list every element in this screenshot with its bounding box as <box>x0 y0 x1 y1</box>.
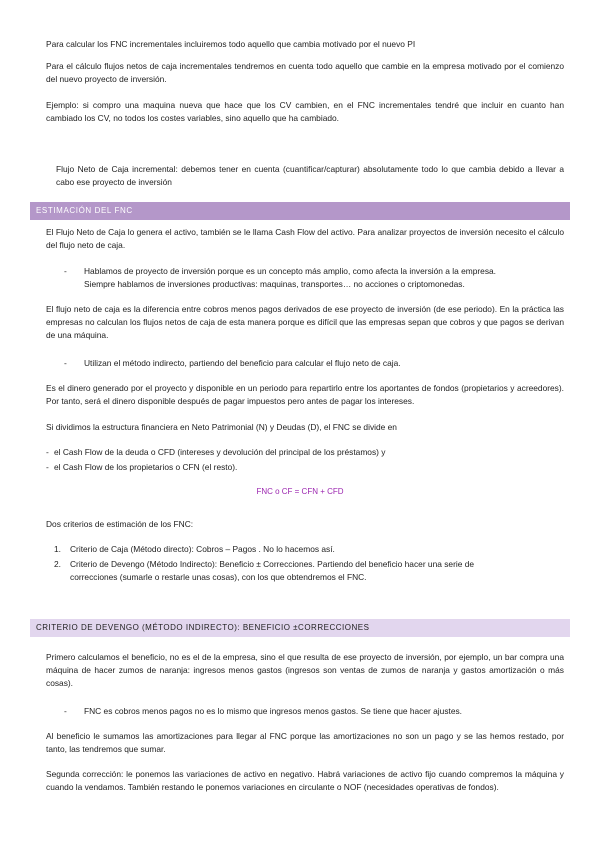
intro-paragraph-4: Flujo Neto de Caja incremental: debemos tener en cuenta (cuantificar/capturar) absolutamente todo lo que cambia debido a llevar a cabo ese proyecto de inversión <box>56 164 564 187</box>
numbered-item-2-line-2: correcciones (sumarle o restarle unas cosas), con los que obtendremos el FNC. <box>70 572 367 582</box>
section2-bullet-1: FNC es cobros menos pagos no es lo mismo que ingresos menos gastos. Se tiene que hacer ajustes. <box>84 706 463 716</box>
numbered-item-2 <box>54 558 564 571</box>
bullet-marker: - <box>64 266 67 276</box>
dash-item-cfd <box>46 446 564 459</box>
formula-fnc: FNC o CF = CFN + CFD <box>256 487 344 496</box>
section-heading-criterio-devengo: CRITERIO DE DEVENGO (MÉTODO INDIRECTO): BENEFICIO ±CORRECCIONES <box>30 619 570 637</box>
section1-paragraph-3: Es el dinero generado por el proyecto y disponible en un periodo para repartirlo entre los aportantes de fondos (propietarios y acreedores). Por tanto, será el dinero disponible después de pagar impuestos pero antes de pagar los intereses. <box>46 383 564 406</box>
numbered-item-1-text: Criterio de Caja (Método directo): Cobros – Pagos . No lo hacemos así. <box>70 544 335 554</box>
bullet-marker: - <box>64 706 67 716</box>
dash-marker: - <box>46 462 49 472</box>
bullet-marker: - <box>64 358 67 368</box>
section1-paragraph-5: Dos criterios de estimación de los FNC: <box>46 519 194 529</box>
item-number: 1. <box>54 544 61 554</box>
section1-bullet-1-line-2: Siempre hablamos de inversiones productivas: maquinas, transportes… no acciones o criptomonedas. <box>84 279 465 289</box>
section2-paragraph-1: Primero calculamos el beneficio, no es el de la empresa, sino el que resulta de ese proyecto de inversión, por ejemplo, un bar compra una máquina de hacer zumos de naranja: ingresos menos gastos (ingresos son ventas de zumos de naranja y gastos amortización o más cosas). <box>46 652 564 688</box>
dash-item-cfn <box>46 461 564 474</box>
dash-item-cfn-text: el Cash Flow de los propietarios o CFN (el resto). <box>54 462 238 472</box>
dash-marker: - <box>46 447 49 457</box>
section2-paragraph-2: Al beneficio le sumamos las amortizaciones para llegar al FNC porque las amortizaciones no son un pago y se las hemos restado, por tanto, las tendremos que sumar. <box>46 731 564 754</box>
dash-item-cfd-text: el Cash Flow de la deuda o CFD (intereses y devolución del principal de los préstamos) y <box>54 447 386 457</box>
section-heading-estimacion: ESTIMACIÓN DEL FNC <box>30 202 570 220</box>
section1-paragraph-2: El flujo neto de caja es la diferencia entre cobros menos pagos derivados de ese proyecto de inversión (de ese periodo). En la práctica las empresas no calculan los flujos netos de caja de esta manera porque es difícil que las empresas sepan que cobros y que pagos se derivan de una máquina. <box>46 304 564 340</box>
intro-paragraph-1: Para calcular los FNC incrementales incluiremos todo aquello que cambia motivado por el nuevo PI <box>46 39 416 49</box>
numbered-item-2-text: Criterio de Devengo (Método Indirecto): Beneficio ± Correcciones. Partiendo del beneficio hacer una serie de <box>70 559 475 569</box>
intro-paragraph-2: Para el cálculo flujos netos de caja incrementales tendremos en cuenta todo aquello que cambie en la empresa motivado por el comienzo del nuevo proyecto de inversión. <box>46 61 564 84</box>
section1-bullet-1-line-1: Hablamos de proyecto de inversión porque es un concepto más amplio, como afecta la inversión a la empresa. <box>84 266 496 276</box>
section1-paragraph-1: El Flujo Neto de Caja lo genera el activo, también se le llama Cash Flow del activo. Para analizar proyectos de inversión necesito el cálculo del flujo neto de caja. <box>46 227 564 250</box>
section1-paragraph-4: Si dividimos la estructura financiera en Neto Patrimonial (N) y Deudas (D), el FNC se divide en <box>46 422 397 432</box>
intro-paragraph-3: Ejemplo: si compro una maquina nueva que hace que los CV cambien, en el FNC incrementales tendré que incluir en cuanto han cambiado los CV, no todos los costes variables, sino aquello que ha cambiado. <box>46 100 564 123</box>
section1-bullet-2: Utilizan el método indirecto, partiendo del beneficio para calcular el flujo neto de caja. <box>84 358 401 368</box>
numbered-item-1 <box>54 543 564 556</box>
item-number: 2. <box>54 559 61 569</box>
section2-paragraph-3: Segunda corrección: le ponemos las variaciones de activo en negativo. Habrá variaciones de activo fijo cuando compremos la máquina y cuando la vendamos. También restando le ponemos variaciones en circulante o NOF (necesidades operativas de fondos). <box>46 769 564 792</box>
